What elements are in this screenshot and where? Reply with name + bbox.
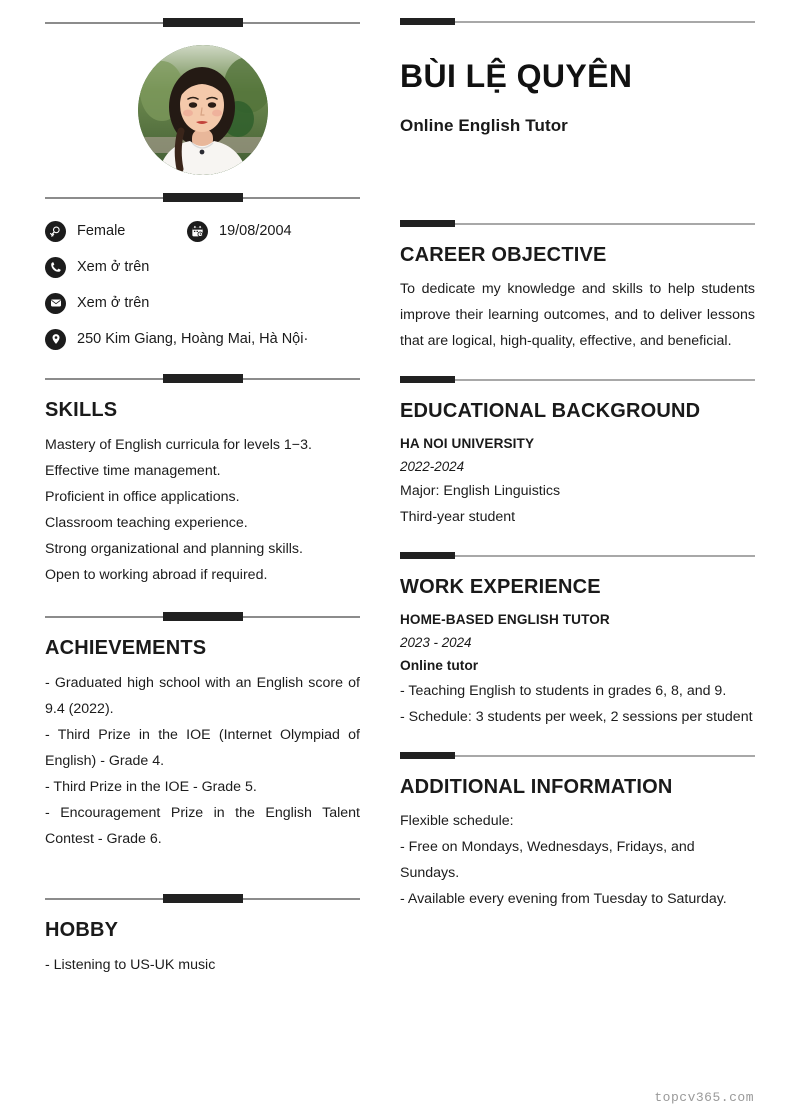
education-status: Third-year student (400, 509, 516, 526)
section-education (400, 376, 755, 530)
phone-icon (45, 257, 66, 278)
contact-row-email (45, 292, 360, 314)
contact-item-birthdate (187, 221, 292, 242)
work-bullet: - Schedule: 3 students per week, 2 sessions per student (400, 709, 753, 726)
divider-achievements (45, 612, 360, 621)
contact-item-gender (45, 221, 187, 242)
portrait-photo (138, 45, 268, 175)
work-role: Online tutor (400, 658, 479, 674)
section-skills (45, 374, 360, 588)
skills-item: Effective time management. (45, 463, 221, 479)
achievements-item: - Third Prize in the IOE (Internet Olympiad of English) - Grade 4. (45, 727, 360, 769)
divider-work-experience (400, 552, 755, 559)
contact-block (45, 220, 360, 350)
contact-row-address (45, 328, 360, 350)
section-additional-information (400, 752, 755, 912)
job-title: Online English Tutor (400, 116, 568, 136)
additional-information-title: ADDITIONAL INFORMATION (400, 776, 673, 799)
section-career-objective (400, 220, 755, 354)
divider-top-right (400, 18, 755, 25)
skills-item: Proficient in office applications. (45, 489, 240, 505)
divider-below-photo (45, 193, 360, 202)
email-value: Xem ở trên (77, 294, 150, 311)
additional-bullet: - Free on Mondays, Wednesdays, Fridays, and Sundays. (400, 839, 695, 882)
gender-value: Female (77, 222, 126, 239)
work-bullet: - Teaching English to students in grades 6, 8, and 9. (400, 683, 727, 700)
contact-item-phone[interactable] (45, 257, 149, 278)
divider-skills (45, 374, 360, 383)
left-column (0, 0, 360, 978)
work-employer: HOME-BASED ENGLISH TUTOR (400, 612, 610, 628)
achievements-title: ACHIEVEMENTS (45, 637, 207, 659)
education-school: HA NOI UNIVERSITY (400, 436, 535, 452)
gender-icon (45, 221, 66, 242)
skills-item: Mastery of English curricula for levels 1−3. (45, 437, 312, 453)
contact-item-address (45, 329, 308, 350)
contact-item-email[interactable] (45, 293, 149, 314)
section-achievements (45, 612, 360, 852)
envelope-icon (45, 293, 66, 314)
page-title: BÙI LỆ QUYÊN (400, 58, 633, 94)
divider-top-left (45, 18, 360, 27)
watermark: topcv365.com (654, 1090, 754, 1105)
education-dates: 2022-2024 (400, 459, 465, 475)
skills-item: Classroom teaching experience. (45, 515, 248, 531)
address-value: 250 Kim Giang, Hoàng Mai, Hà Nội· (77, 330, 309, 347)
divider-career-objective (400, 220, 755, 227)
education-title: EDUCATIONAL BACKGROUND (400, 400, 701, 423)
additional-bullet: - Available every evening from Tuesday to Saturday. (400, 891, 727, 908)
skills-item: Open to working abroad if required. (45, 567, 268, 583)
divider-additional-information (400, 752, 755, 759)
hobby-item: - Listening to US-UK music (45, 957, 216, 973)
hobby-title: HOBBY (45, 919, 119, 941)
phone-value: Xem ở trên (77, 258, 150, 275)
skills-item: Strong organizational and planning skills. (45, 541, 303, 557)
right-column (360, 0, 800, 912)
section-work-experience (400, 552, 755, 730)
location-pin-icon (45, 329, 66, 350)
birthdate-value: 19/08/2004 (219, 222, 292, 239)
divider-hobby (45, 894, 360, 903)
work-experience-title: WORK EXPERIENCE (400, 576, 601, 599)
career-objective-title: CAREER OBJECTIVE (400, 244, 607, 267)
photo-container (45, 45, 360, 175)
education-major: Major: English Linguistics (400, 483, 561, 500)
header-spacer (400, 136, 755, 220)
work-dates: 2023 - 2024 (400, 635, 472, 651)
achievements-item: - Third Prize in the IOE - Grade 5. (45, 779, 257, 795)
achievements-item: - Graduated high school with an English score of 9.4 (2022). (45, 675, 360, 717)
calendar-icon (187, 221, 208, 242)
contact-row-phone (45, 256, 360, 278)
career-objective-text: To dedicate my knowledge and skills to help students improve their learning outcomes, and to deliver lessons that are logical, high-quality, effective, and beneficial. (400, 281, 755, 350)
achievements-item: - Encouragement Prize in the English Talent Contest - Grade 6. (45, 805, 360, 847)
section-hobby (45, 894, 360, 978)
additional-intro: Flexible schedule: (400, 813, 514, 830)
divider-education (400, 376, 755, 383)
skills-title: SKILLS (45, 399, 118, 421)
contact-row-gender-birthdate (45, 220, 360, 242)
